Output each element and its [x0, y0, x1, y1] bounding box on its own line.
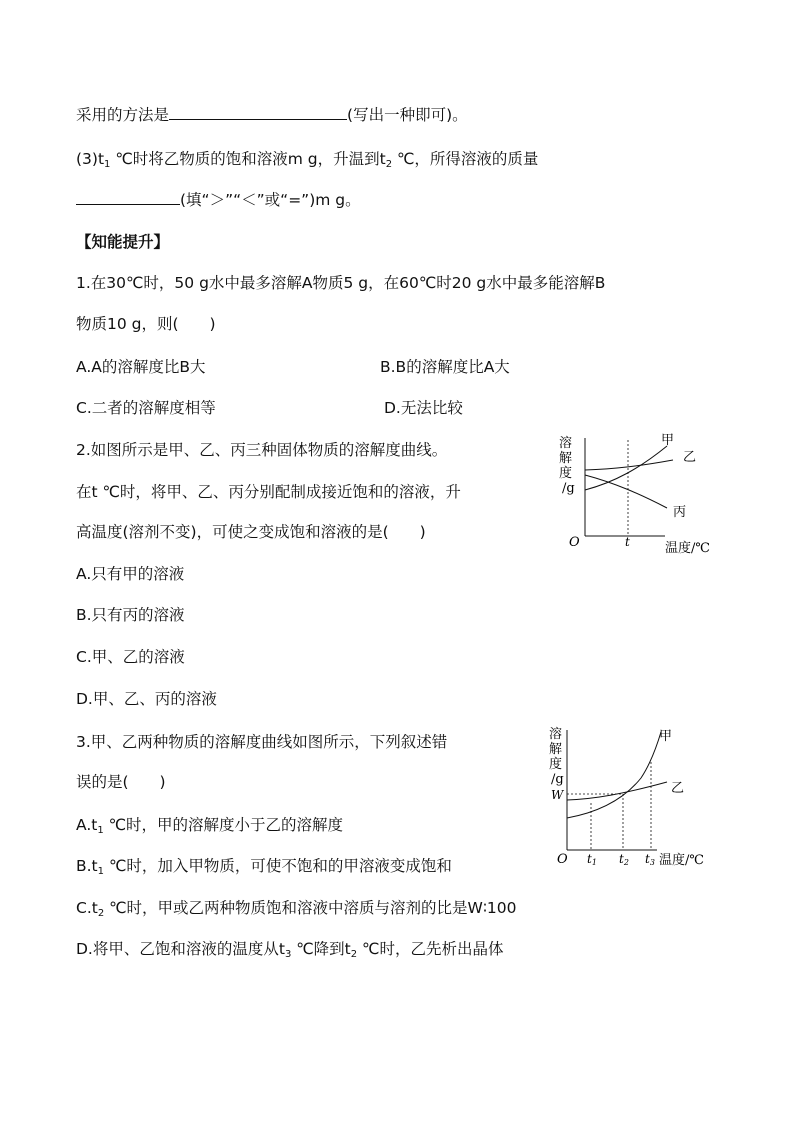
q1-line2: 物质10 g，则( ) [76, 315, 216, 333]
text-segment: ℃降到t [291, 940, 351, 958]
t1-label: t1 [587, 852, 597, 867]
text-segment: ℃时将乙物质的饱和溶液m g，升温到t [110, 150, 386, 168]
q3-option-b[interactable] [76, 856, 452, 882]
subscript: 1 [104, 159, 111, 170]
prev-q-hint: (写出一种即可)。 [347, 106, 468, 124]
curve-jia [567, 732, 661, 818]
q3-option-a[interactable] [76, 815, 343, 841]
q2-line3: 高温度(溶剂不变)，可使之变成饱和溶液的是( ) [76, 523, 426, 541]
answer-blank[interactable] [76, 190, 180, 205]
curve-jia [585, 446, 667, 490]
y-label-4: /g [551, 772, 564, 787]
q2-option-d[interactable]: D.甲、乙、丙的溶液 [76, 690, 217, 708]
w-label: W [551, 788, 564, 802]
q3-line1: 3.甲、乙两种物质的溶解度曲线如图所示，下列叙述错 [76, 733, 448, 751]
subscript: 1 [97, 866, 105, 877]
q2-solubility-figure [555, 428, 725, 558]
text-segment: ℃时，乙先析出晶体 [357, 940, 504, 958]
q1-option-d[interactable]: D.无法比较 [384, 399, 463, 417]
q2-line2: 在t ℃时，将甲、乙、丙分别配制成接近饱和的溶液，升 [76, 483, 461, 501]
curve-bing [585, 475, 667, 508]
y-label-2: 解 [559, 451, 573, 466]
text-segment: (填“＞”“＜”或“=”)m g。 [180, 191, 361, 209]
text-segment: D.将甲、乙饱和溶液的温度从t [76, 940, 285, 958]
curve-yi-label: 乙 [683, 450, 697, 465]
curve-jia-label: 甲 [659, 729, 673, 744]
prev-q-line3 [76, 190, 361, 210]
y-label-1: 溶 [559, 436, 573, 451]
text-segment: ℃时，加入甲物质，可使不饱和的甲溶液变成饱和 [104, 857, 452, 875]
y-label-3: 度 [559, 466, 573, 481]
t2-label: t2 [619, 852, 629, 867]
q1-option-b[interactable]: B.B的溶解度比A大 [380, 358, 510, 376]
q3-solubility-figure [545, 720, 720, 870]
q1-option-c[interactable]: C.二者的溶解度相等 [76, 399, 216, 417]
t-label: t [625, 535, 630, 549]
q1-line1: 1.在30℃时，50 g水中最多溶解A物质5 g，在60℃时20 g水中最多能溶解B [76, 274, 606, 292]
prev-q-line1 [76, 105, 468, 125]
t3-label: t3 [645, 852, 655, 867]
section-title: 【知能提升】 [76, 233, 170, 251]
x-axis-label: 温度/℃ [665, 541, 710, 556]
text-segment: ℃时，甲或乙两种物质饱和溶液中溶质与溶剂的比是W∶100 [104, 899, 517, 917]
q3-line2: 误的是( ) [76, 773, 166, 791]
y-label-1: 溶 [549, 727, 563, 742]
q3-option-d[interactable] [76, 939, 503, 965]
y-label-2: 解 [549, 742, 563, 757]
y-label-3: 度 [549, 757, 563, 772]
subscript: 1 [97, 825, 104, 836]
curve-yi [567, 782, 667, 800]
origin-label: O [557, 852, 568, 867]
subscript: 3 [284, 949, 292, 960]
curve-bing-label: 丙 [673, 505, 687, 520]
subscript: 2 [97, 908, 105, 919]
curve-yi [585, 460, 673, 470]
text-segment: ℃时，甲的溶解度小于乙的溶解度 [103, 816, 344, 834]
q2-option-b[interactable]: B.只有丙的溶液 [76, 606, 185, 624]
answer-blank[interactable] [169, 105, 347, 120]
curve-jia-label: 甲 [661, 433, 675, 448]
x-axis-label: 温度/℃ [659, 853, 704, 868]
q2-line1: 2.如图所示是甲、乙、丙三种固体物质的溶解度曲线。 [76, 441, 448, 459]
q2-option-a[interactable]: A.只有甲的溶液 [76, 565, 185, 583]
q2-option-c[interactable]: C.甲、乙的溶液 [76, 648, 185, 666]
q3-option-c[interactable] [76, 898, 516, 924]
prev-q-line2 [76, 149, 538, 175]
text-segment: B.t [76, 857, 98, 875]
origin-label: O [569, 535, 580, 550]
text-segment: (3)t [76, 150, 105, 168]
text-segment: C.t [76, 899, 98, 917]
y-label-4: /g [562, 481, 575, 496]
subscript: 2 [385, 159, 393, 170]
text-segment: ℃，所得溶液的质量 [392, 150, 539, 168]
subscript: 2 [350, 949, 358, 960]
prev-q-text: 采用的方法是 [76, 106, 170, 124]
text-segment: A.t [76, 816, 98, 834]
q1-option-a[interactable]: A.A的溶解度比B大 [76, 358, 206, 376]
curve-yi-label: 乙 [671, 781, 685, 796]
